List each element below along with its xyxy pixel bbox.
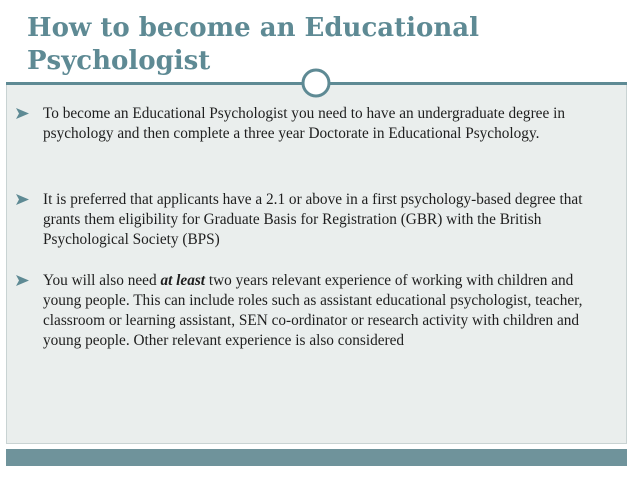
bullet-text-3 — [43, 271, 609, 351]
bullet-text-3-emphasis: at least — [160, 272, 206, 289]
content-panel — [6, 83, 627, 444]
circle-ornament-icon — [301, 68, 331, 98]
bullet-text-2: It is preferred that applicants have a 2.1 or above in a first psychology-based degree that grants them eligibility for Graduate Basis for Registration (GBR) with the British Psychological Society (BPS) — [43, 191, 583, 248]
footer-bar — [6, 449, 627, 466]
slide-title: How to become an Educational Psychologist — [27, 13, 479, 76]
bullet-text-3-start: You will also need — [43, 272, 161, 289]
arrow-bullet-icon — [16, 275, 29, 286]
bullet-text-3-end: two years relevant experience of working with children and young people. This can include roles such as assistant educational psychologist, teacher, classroom or learning assistant, SEN co-ordinator or research activity with children and young people. Other relevant experience is also considered — [43, 272, 583, 349]
arrow-bullet-icon — [16, 108, 29, 119]
arrow-bullet-icon — [16, 194, 29, 205]
bullet-text-1: To become an Educational Psychologist you need to have an undergraduate degree in psychology and then complete a three year Doctorate in Educational Psychology. — [43, 105, 565, 142]
